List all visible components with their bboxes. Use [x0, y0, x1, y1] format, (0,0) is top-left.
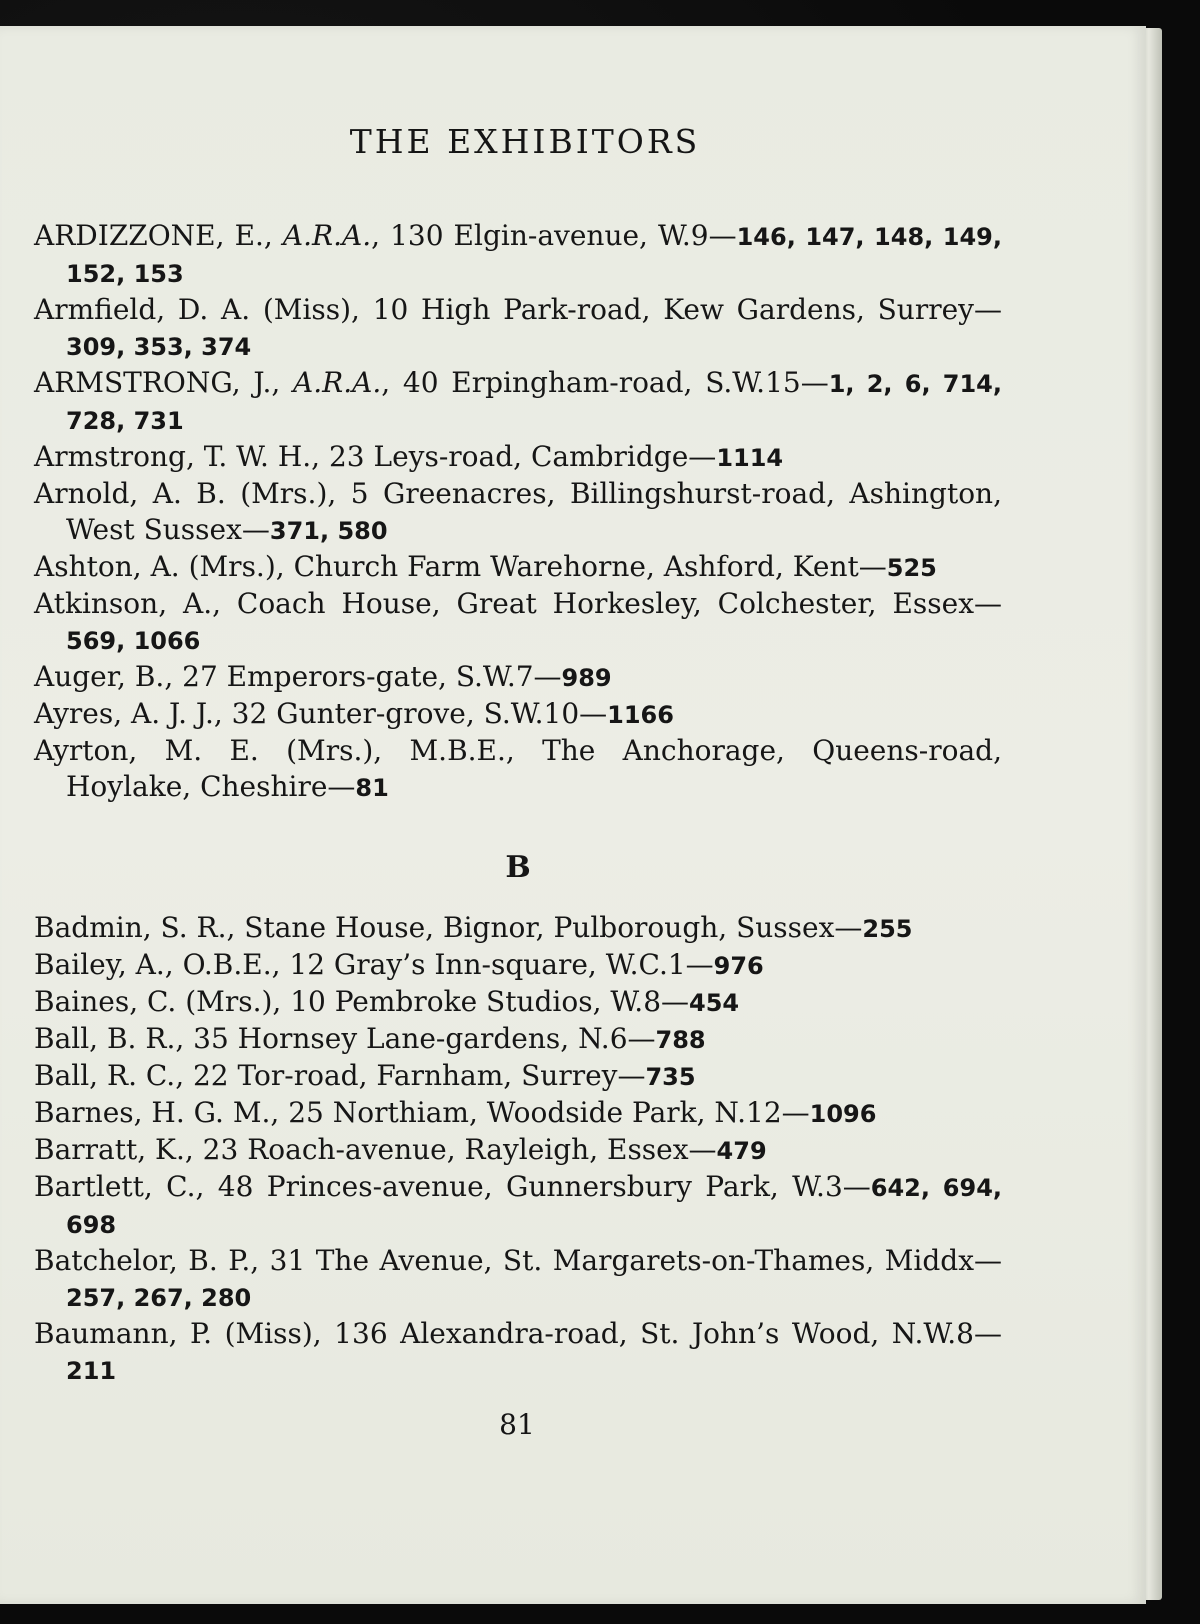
- exhibitor-name: Armstrong, T. W. H.,: [34, 440, 321, 473]
- catalogue-numbers: 211: [66, 1357, 117, 1385]
- exhibitor-name: Ashton, A. (Mrs.),: [34, 550, 285, 583]
- exhibitor-address: Stane House, Bignor, Pulborough, Sussex—: [235, 911, 863, 944]
- catalogue-numbers: 1, 2, 6, 714, 728, 731: [66, 370, 1002, 435]
- exhibitor-entry: [34, 1169, 1002, 1243]
- catalogue-numbers: 1114: [716, 444, 784, 472]
- exhibitor-address: 32 Gunter-grove, S.W.10—: [222, 697, 608, 730]
- exhibitor-entry: [34, 947, 1002, 984]
- exhibitor-address: 10 High Park-road, Kew Gardens, Surrey—: [359, 293, 1002, 326]
- exhibitor-name: Ayrton, M. E. (Mrs.),: [34, 734, 383, 767]
- exhibitor-name: Badmin, S. R.,: [34, 911, 236, 944]
- exhibitor-name: Arnold, A. B. (Mrs.),: [34, 477, 337, 510]
- catalogue-numbers: 976: [713, 952, 764, 980]
- exhibitor-address: 35 Hornsey Lane-gardens, N.6—: [184, 1022, 656, 1055]
- exhibitor-entry: [34, 365, 1002, 439]
- exhibitor-name: Bartlett, C.,: [34, 1170, 205, 1203]
- exhibitor-name: ARMSTRONG, J.,: [34, 366, 281, 399]
- exhibitor-address: , 40 Erpingham-road, S.W.15—: [381, 366, 829, 399]
- exhibitor-address: Church Farm Warehorne, Ashford, Kent—: [284, 550, 887, 583]
- exhibitor-name: Armfield, D. A. (Miss),: [34, 293, 360, 326]
- catalogue-numbers: 81: [355, 774, 389, 802]
- exhibitor-name: Auger, B.,: [34, 660, 174, 693]
- section-letter: B: [505, 850, 531, 885]
- exhibitor-entry: [34, 1095, 1002, 1132]
- exhibitor-title: A.R.A.: [293, 366, 382, 399]
- exhibitor-name: Baumann, P. (Miss),: [34, 1317, 322, 1350]
- exhibitor-name: Atkinson, A.,: [34, 587, 222, 620]
- catalogue-numbers: 525: [886, 554, 937, 582]
- exhibitor-address: 48 Princes-avenue, Gunnersbury Park, W.3—: [204, 1170, 871, 1203]
- exhibitor-entry: [34, 696, 1002, 733]
- catalogue-numbers: 371, 580: [269, 517, 388, 545]
- exhibitor-address: 136 Alexandra-road, St. John’s Wood, N.W.8—: [321, 1317, 1002, 1350]
- exhibitor-entry: [34, 439, 1002, 476]
- exhibitor-entry: [34, 733, 1002, 806]
- exhibitor-name: Barnes, H. G. M.,: [34, 1096, 280, 1129]
- exhibitor-name: Barratt, K.,: [34, 1133, 194, 1166]
- catalogue-numbers: 1166: [607, 701, 674, 729]
- exhibitor-entry: [34, 984, 1002, 1021]
- exhibitor-address: 5 Greenacres, Billingshurst-road, Ashington, West Sussex—: [66, 477, 1002, 546]
- catalogue-numbers: 1096: [809, 1100, 877, 1128]
- exhibitor-name: Batchelor, B. P.,: [34, 1244, 260, 1277]
- exhibitor-name: Ball, B. R.,: [34, 1022, 185, 1055]
- exhibitor-entry: [34, 1021, 1002, 1058]
- catalogue-numbers: 146, 147, 148, 149, 152, 153: [66, 223, 1002, 288]
- exhibitor-address: 27 Emperors-gate, S.W.7—: [173, 660, 562, 693]
- exhibitor-entry: [34, 586, 1002, 659]
- catalogue-numbers: 642, 694, 698: [66, 1174, 1003, 1239]
- page-number: 81: [499, 1408, 535, 1441]
- exhibitor-title: A.R.A.: [282, 219, 372, 252]
- exhibitor-address: 10 Pembroke Studios, W.8—: [281, 985, 690, 1018]
- page-heading: THE EXHIBITORS: [349, 122, 701, 161]
- exhibitor-name: Ayres, A. J. J.,: [34, 697, 223, 730]
- exhibitor-entry: [34, 1316, 1002, 1389]
- exhibitor-address: O.B.E., 12 Gray’s Inn-square, W.C.1—: [173, 948, 714, 981]
- catalogue-numbers: 257, 267, 280: [66, 1284, 252, 1312]
- exhibitor-entry: [34, 910, 1002, 947]
- exhibitor-address: 23 Leys-road, Cambridge—: [320, 440, 717, 473]
- catalogue-numbers: 735: [645, 1063, 696, 1091]
- exhibitor-address: 25 Northiam, Woodside Park, N.12—: [279, 1096, 810, 1129]
- exhibitor-address: Coach House, Great Horkesley, Colchester, Essex—: [221, 587, 1002, 620]
- exhibitor-entry: [34, 476, 1002, 549]
- exhibitor-name: ARDIZZONE, E.,: [34, 219, 273, 252]
- exhibitor-name: Bailey, A.,: [34, 948, 174, 981]
- exhibitor-name: Baines, C. (Mrs.),: [34, 985, 282, 1018]
- exhibitor-entry: [34, 1132, 1002, 1169]
- exhibitor-entry: [34, 659, 1002, 696]
- exhibitor-address: 23 Roach-avenue, Rayleigh, Essex—: [193, 1133, 717, 1166]
- exhibitor-name: Ball, R. C.,: [34, 1059, 185, 1092]
- catalogue-numbers: 255: [862, 915, 913, 943]
- exhibitor-entry: [34, 1243, 1002, 1316]
- catalogue-numbers: 479: [716, 1137, 767, 1165]
- catalogue-numbers: 788: [655, 1026, 706, 1054]
- exhibitor-entry: [34, 292, 1002, 365]
- catalogue-numbers: 454: [689, 989, 740, 1017]
- catalogue-numbers: 569, 1066: [66, 627, 201, 655]
- exhibitor-address: 31 The Avenue, St. Margarets-on-Thames, Middx—: [259, 1244, 1002, 1277]
- section-a-entries: [34, 218, 1002, 806]
- exhibitor-address: , 130 Elgin-avenue, W.9—: [371, 219, 737, 252]
- exhibitor-entry: [34, 218, 1002, 292]
- exhibitor-entry: [34, 549, 1002, 586]
- catalogue-numbers: 309, 353, 374: [66, 333, 252, 361]
- section-b-entries: [34, 910, 1002, 1389]
- exhibitor-address: M.B.E., The Anchorage, Queens-road, Hoylake, Cheshire—: [66, 734, 1003, 803]
- catalogue-numbers: 989: [561, 664, 612, 692]
- exhibitor-entry: [34, 1058, 1002, 1095]
- exhibitor-list: [34, 218, 1002, 1389]
- exhibitor-address: 22 Tor-road, Farnham, Surrey—: [184, 1059, 646, 1092]
